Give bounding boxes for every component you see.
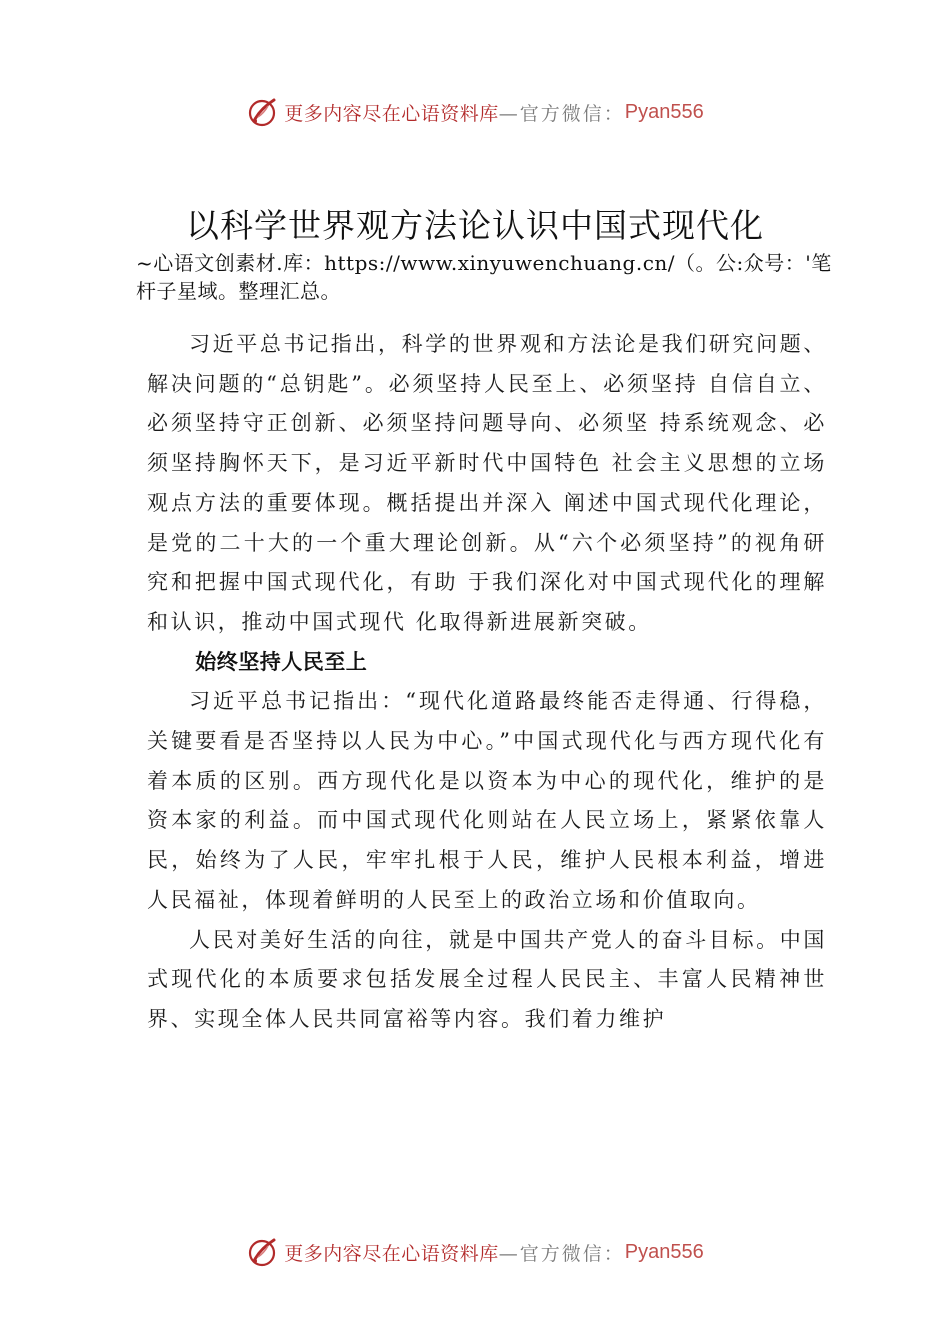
intro-paragraph: 习近平总书记指出，科学的世界观和方法论是我们研究问题、解决问题的“总钥匙”。必须坚持人民至上、必须坚持 自信自立、必须坚持守正创新、必须坚持问题导向、必须坚 持系统观念、必须坚持胸怀天下，是习近平新时代中国特色 社会主义思想的立场观点方法的重要体现。概括提出并深入 阐述中国式现代化理论，是党的二十大的一个重大理论创新。从“六个必须坚持”的视角研究和把握中国式现代化，有助 于我们深化对中国式现代化的理解和认识，推动中国式现代 化取得新进展新突破。 xyxy=(147,332,827,634)
banner-library-text: 更多内容尽在心语资料库 xyxy=(284,1242,499,1265)
banner-library-text: 更多内容尽在心语资料库 xyxy=(284,102,499,125)
banner-wechat-id: Pyan556 xyxy=(624,100,704,123)
section-paragraph: 人民对美好生活的向往，就是中国共产党人的奋斗目标。中国式现代化的本质要求包括发展全过程人民民主、丰富人民精神世界、实现全体人民共同富裕等内容。我们着力维护 xyxy=(147,927,827,1031)
banner-separator-text: —官方微信： xyxy=(498,102,625,125)
banner-wechat-id: Pyan556 xyxy=(624,1240,704,1263)
footer-watermark-banner xyxy=(0,1232,950,1272)
document-body xyxy=(147,325,827,1040)
section-heading: 始终坚持人民至上 xyxy=(195,649,368,674)
header-watermark-banner xyxy=(0,92,950,132)
source-line: ~心语文创素材.库：https://www.xinyuwenchuang.cn/（。公:众号：'笔杆子星域。整理汇总。 xyxy=(136,251,832,303)
brush-logo-icon xyxy=(246,95,280,129)
banner-separator-text: —官方微信： xyxy=(498,1242,625,1265)
section-paragraph: 习近平总书记指出：“现代化道路最终能否走得通、行得稳，关键要看是否坚持以人民为中心。”中国式现代化与西方现代化有着本质的区别。西方现代化是以资本为中心的现代化，维护的是资本家的利益。而中国式现代化则站在人民立场上，紧紧依靠人民，始终为了人民，牢牢扎根于人民，维护人民根本利益，增进人民福祉，体现着鲜明的人民至上的政治立场和价值取向。 xyxy=(147,689,827,912)
brush-logo-icon xyxy=(246,1235,280,1269)
document-title: 以科学世界观方法论认识中国式现代化 xyxy=(186,206,764,245)
